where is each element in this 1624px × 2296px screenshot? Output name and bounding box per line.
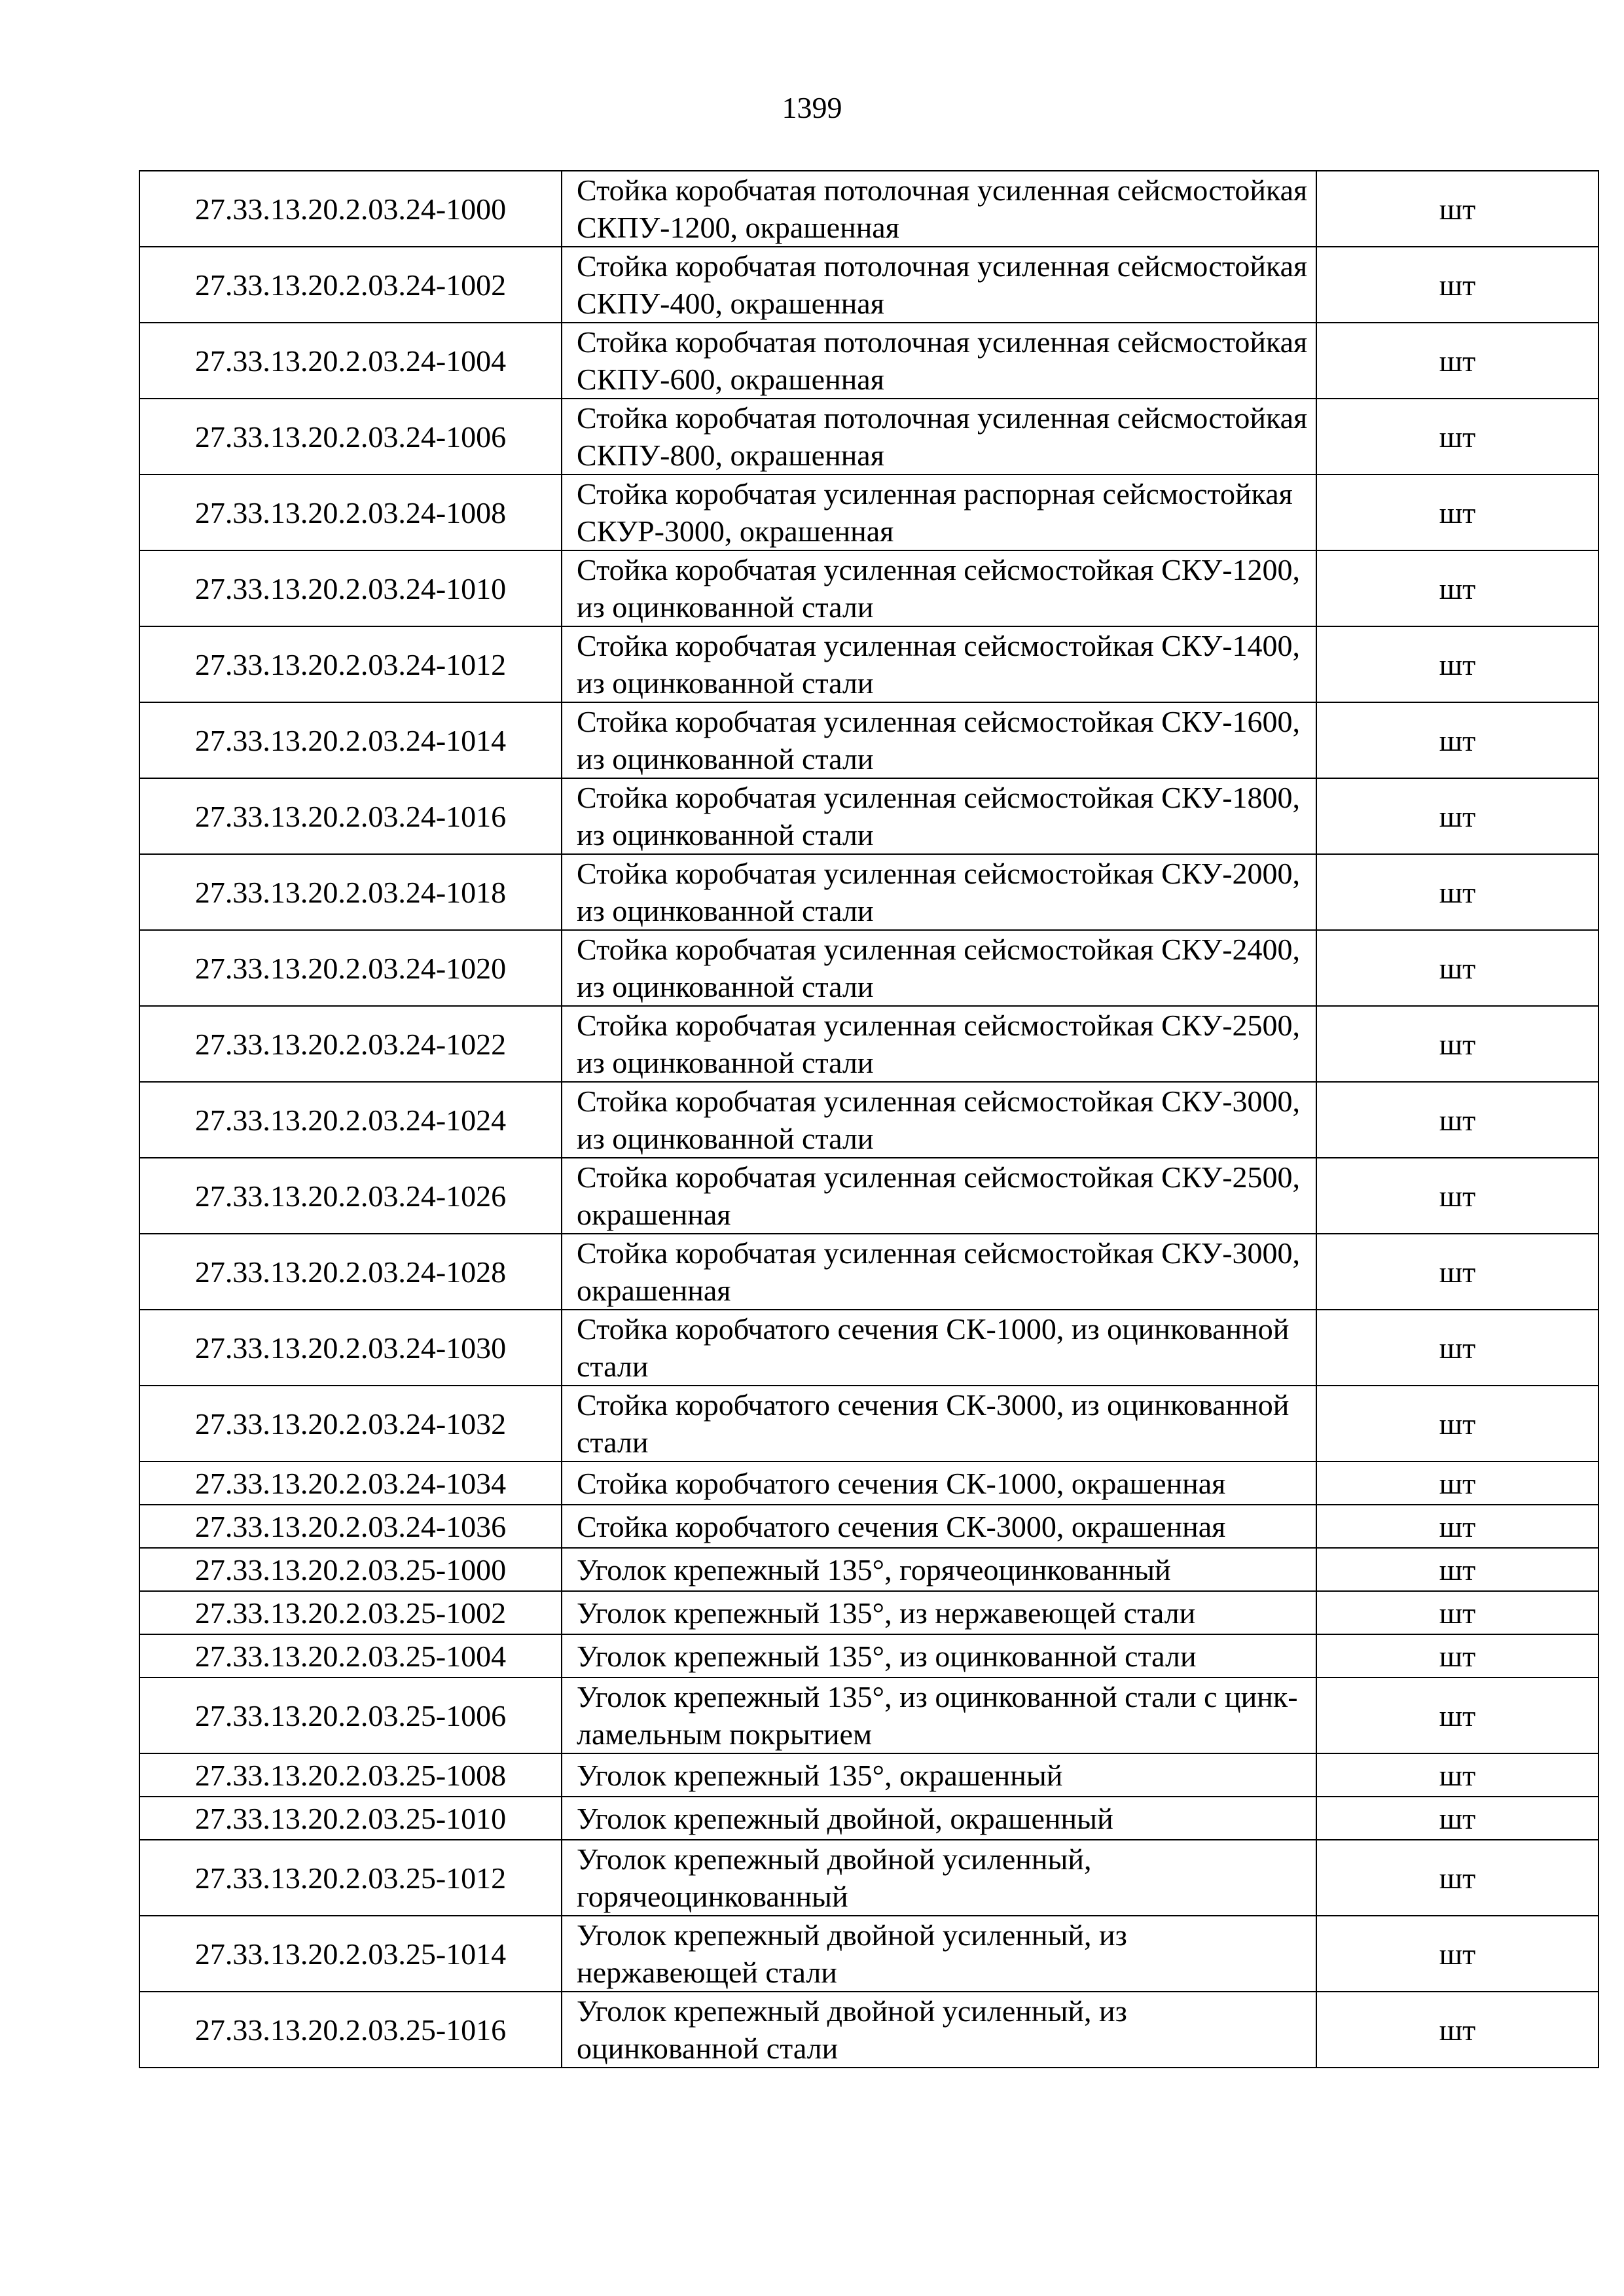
item-name: Уголок крепежный двойной, окрашенный [562, 1797, 1316, 1840]
item-code: 27.33.13.20.2.03.24-1000 [139, 171, 562, 247]
item-name: Уголок крепежный 135°, горячеоцинкованный [562, 1548, 1316, 1591]
item-unit: шт [1316, 1840, 1598, 1916]
item-code: 27.33.13.20.2.03.24-1028 [139, 1234, 562, 1310]
table-row [139, 1677, 1598, 1753]
item-unit: шт [1316, 1797, 1598, 1840]
table-row [139, 702, 1598, 778]
item-name: Стойка коробчатая усиленная сейсмостойкая СКУ-2000, из оцинкованной стали [562, 854, 1316, 930]
item-unit: шт [1316, 1634, 1598, 1677]
item-unit: шт [1316, 1992, 1598, 2068]
table-row [139, 1992, 1598, 2068]
item-unit: шт [1316, 778, 1598, 854]
table-row [139, 550, 1598, 626]
item-code: 27.33.13.20.2.03.25-1016 [139, 1992, 562, 2068]
item-code: 27.33.13.20.2.03.24-1036 [139, 1505, 562, 1548]
item-name: Стойка коробчатая усиленная сейсмостойкая СКУ-3000, окрашенная [562, 1234, 1316, 1310]
item-code: 27.33.13.20.2.03.24-1008 [139, 475, 562, 550]
table-row [139, 399, 1598, 475]
table-row [139, 1634, 1598, 1677]
item-unit: шт [1316, 1548, 1598, 1591]
item-code: 27.33.13.20.2.03.24-1006 [139, 399, 562, 475]
item-code: 27.33.13.20.2.03.25-1006 [139, 1677, 562, 1753]
table-row [139, 323, 1598, 399]
table-row [139, 778, 1598, 854]
item-code: 27.33.13.20.2.03.24-1032 [139, 1386, 562, 1462]
table-row [139, 1234, 1598, 1310]
item-code: 27.33.13.20.2.03.24-1018 [139, 854, 562, 930]
item-name: Уголок крепежный двойной усиленный, из нержавеющей стали [562, 1916, 1316, 1992]
catalog-table [139, 170, 1599, 2068]
item-code: 27.33.13.20.2.03.25-1000 [139, 1548, 562, 1591]
item-code: 27.33.13.20.2.03.24-1016 [139, 778, 562, 854]
item-unit: шт [1316, 930, 1598, 1006]
item-name: Уголок крепежный 135°, из оцинкованной стали с цинк-ламельным покрытием [562, 1677, 1316, 1753]
item-unit: шт [1316, 1677, 1598, 1753]
item-code: 27.33.13.20.2.03.24-1004 [139, 323, 562, 399]
item-code: 27.33.13.20.2.03.24-1034 [139, 1462, 562, 1505]
table-row [139, 1797, 1598, 1840]
item-unit: шт [1316, 1158, 1598, 1234]
item-unit: шт [1316, 1386, 1598, 1462]
item-unit: шт [1316, 854, 1598, 930]
item-unit: шт [1316, 702, 1598, 778]
item-name: Стойка коробчатая усиленная распорная сейсмостойкая СКУР-3000, окрашенная [562, 475, 1316, 550]
item-name: Стойка коробчатая усиленная сейсмостойкая СКУ-2400, из оцинкованной стали [562, 930, 1316, 1006]
item-unit: шт [1316, 1234, 1598, 1310]
table-row [139, 1753, 1598, 1797]
item-unit: шт [1316, 323, 1598, 399]
item-unit: шт [1316, 1310, 1598, 1386]
item-unit: шт [1316, 475, 1598, 550]
item-code: 27.33.13.20.2.03.24-1014 [139, 702, 562, 778]
table-row [139, 1310, 1598, 1386]
item-unit: шт [1316, 1591, 1598, 1634]
item-name: Стойка коробчатая усиленная сейсмостойкая СКУ-1200, из оцинкованной стали [562, 550, 1316, 626]
table-row [139, 1082, 1598, 1158]
item-code: 27.33.13.20.2.03.25-1012 [139, 1840, 562, 1916]
page-number: 1399 [782, 91, 842, 124]
item-code: 27.33.13.20.2.03.24-1026 [139, 1158, 562, 1234]
item-name: Стойка коробчатая усиленная сейсмостойкая СКУ-1600, из оцинкованной стали [562, 702, 1316, 778]
item-unit: шт [1316, 1006, 1598, 1082]
table-row [139, 475, 1598, 550]
item-code: 27.33.13.20.2.03.24-1022 [139, 1006, 562, 1082]
item-code: 27.33.13.20.2.03.24-1010 [139, 550, 562, 626]
item-unit: шт [1316, 1462, 1598, 1505]
item-name: Стойка коробчатого сечения СК-3000, из оцинкованной стали [562, 1386, 1316, 1462]
table-row [139, 1591, 1598, 1634]
item-code: 27.33.13.20.2.03.25-1004 [139, 1634, 562, 1677]
item-code: 27.33.13.20.2.03.25-1008 [139, 1753, 562, 1797]
item-unit: шт [1316, 1082, 1598, 1158]
table-row [139, 1916, 1598, 1992]
item-unit: шт [1316, 1753, 1598, 1797]
item-name: Стойка коробчатая усиленная сейсмостойкая СКУ-1400, из оцинкованной стали [562, 626, 1316, 702]
item-code: 27.33.13.20.2.03.24-1002 [139, 247, 562, 323]
item-code: 27.33.13.20.2.03.24-1020 [139, 930, 562, 1006]
table-row [139, 1158, 1598, 1234]
item-name: Стойка коробчатая усиленная сейсмостойкая СКУ-2500, из оцинкованной стали [562, 1006, 1316, 1082]
item-unit: шт [1316, 550, 1598, 626]
item-code: 27.33.13.20.2.03.25-1014 [139, 1916, 562, 1992]
item-unit: шт [1316, 1505, 1598, 1548]
item-unit: шт [1316, 626, 1598, 702]
item-name: Стойка коробчатая потолочная усиленная сейсмостойкая СКПУ-1200, окрашенная [562, 171, 1316, 247]
item-code: 27.33.13.20.2.03.25-1002 [139, 1591, 562, 1634]
item-code: 27.33.13.20.2.03.25-1010 [139, 1797, 562, 1840]
table-row [139, 1462, 1598, 1505]
item-unit: шт [1316, 247, 1598, 323]
item-name: Стойка коробчатого сечения СК-1000, из оцинкованной стали [562, 1310, 1316, 1386]
item-unit: шт [1316, 171, 1598, 247]
item-name: Уголок крепежный 135°, из нержавеющей стали [562, 1591, 1316, 1634]
item-name: Стойка коробчатая потолочная усиленная сейсмостойкая СКПУ-400, окрашенная [562, 247, 1316, 323]
table-row [139, 1840, 1598, 1916]
table-row [139, 1006, 1598, 1082]
item-name: Стойка коробчатая усиленная сейсмостойкая СКУ-1800, из оцинкованной стали [562, 778, 1316, 854]
item-name: Стойка коробчатого сечения СК-3000, окрашенная [562, 1505, 1316, 1548]
table-row [139, 171, 1598, 247]
table-row [139, 1386, 1598, 1462]
table-row [139, 247, 1598, 323]
item-name: Стойка коробчатая усиленная сейсмостойкая СКУ-3000, из оцинкованной стали [562, 1082, 1316, 1158]
item-name: Уголок крепежный двойной усиленный, из оцинкованной стали [562, 1992, 1316, 2068]
item-name: Стойка коробчатая потолочная усиленная сейсмостойкая СКПУ-800, окрашенная [562, 399, 1316, 475]
item-unit: шт [1316, 1916, 1598, 1992]
item-name: Уголок крепежный 135°, окрашенный [562, 1753, 1316, 1797]
table-row [139, 930, 1598, 1006]
table-row [139, 854, 1598, 930]
table-row [139, 1505, 1598, 1548]
item-name: Стойка коробчатого сечения СК-1000, окрашенная [562, 1462, 1316, 1505]
item-unit: шт [1316, 399, 1598, 475]
item-name: Уголок крепежный 135°, из оцинкованной стали [562, 1634, 1316, 1677]
item-name: Стойка коробчатая потолочная усиленная сейсмостойкая СКПУ-600, окрашенная [562, 323, 1316, 399]
item-code: 27.33.13.20.2.03.24-1024 [139, 1082, 562, 1158]
item-code: 27.33.13.20.2.03.24-1012 [139, 626, 562, 702]
item-name: Уголок крепежный двойной усиленный, горячеоцинкованный [562, 1840, 1316, 1916]
item-name: Стойка коробчатая усиленная сейсмостойкая СКУ-2500, окрашенная [562, 1158, 1316, 1234]
item-code: 27.33.13.20.2.03.24-1030 [139, 1310, 562, 1386]
table-row [139, 626, 1598, 702]
table-row [139, 1548, 1598, 1591]
